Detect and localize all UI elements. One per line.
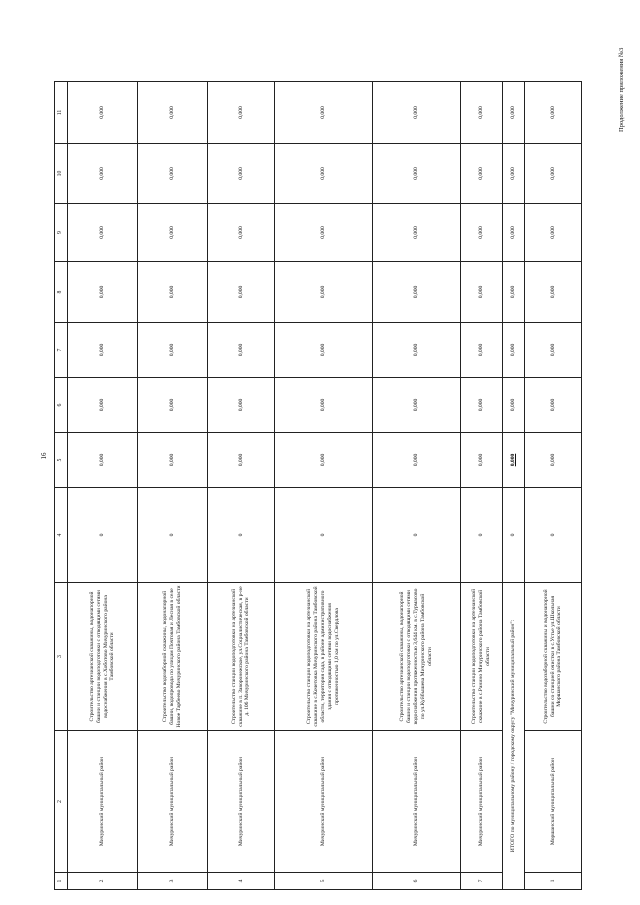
header-number-row [55, 82, 68, 890]
value-cell: 0,000 [461, 378, 503, 433]
data-table-sheet [54, 82, 580, 890]
table-row [138, 82, 208, 890]
value-cell: 0,000 [68, 144, 138, 204]
value-cell: 0,000 [68, 82, 138, 144]
row-number: 1 [525, 873, 582, 890]
municipality-cell: Мичуринский муниципальный район [461, 731, 503, 873]
total-label: ИТОГО по муниципальному району / городскому округу "Мичуринский муниципальный район": [503, 583, 525, 890]
municipality-cell: Мичуринский муниципальный район [275, 731, 373, 873]
page-number: 16 [40, 452, 48, 460]
object-cell: Строительство станции водоподготовки на артезианской скважине в с.Ранино Мичуринского района Тамбовской области [461, 583, 503, 731]
header-cell: 11 [55, 82, 68, 144]
value-cell: 0,000 [208, 82, 275, 144]
value-cell: 0,000 [275, 82, 373, 144]
value-cell: 0,000 [525, 323, 582, 378]
total-value-cell: 0,000 [503, 323, 525, 378]
value-cell: 0,000 [208, 323, 275, 378]
value-cell: 0 [208, 488, 275, 583]
value-cell: 0,000 [208, 433, 275, 488]
value-cell: 0 [373, 488, 461, 583]
value-cell: 0,000 [373, 378, 461, 433]
value-cell: 0,000 [138, 378, 208, 433]
value-cell: 0,000 [373, 262, 461, 323]
object-cell: Строительство станции водоподготовки на артезианской скважине в с.Кочетовка Мичуринского района Тамбовской области, территория сада, в районе административного здания с отводящими сетями водоснабжения протяженностью 1,0 км по ул.Свердлова [275, 583, 373, 731]
value-cell: 0 [68, 488, 138, 583]
municipality-cell: Моршанский муниципальный район [525, 731, 582, 873]
value-cell: 0,000 [373, 144, 461, 204]
row-number: 4 [208, 873, 275, 890]
header-cell: 9 [55, 204, 68, 262]
value-cell: 0,000 [461, 204, 503, 262]
value-cell: 0,000 [275, 204, 373, 262]
data-table [54, 81, 582, 890]
value-cell: 0,000 [373, 204, 461, 262]
row-number: 7 [461, 873, 503, 890]
object-cell: Строительство артезианской скважины, водонапорной башни и станции водоподготовки с отводящими сетями водоснабжения в с.Хоботово Мичуринского района Тамбовской области [68, 583, 138, 731]
header-cell: 4 [55, 488, 68, 583]
value-cell: 0,000 [525, 204, 582, 262]
value-cell: 0,000 [461, 323, 503, 378]
value-cell: 0,000 [373, 82, 461, 144]
value-cell: 0,000 [68, 433, 138, 488]
total-value-cell: 0,000 [503, 378, 525, 433]
value-cell: 0,000 [275, 144, 373, 204]
municipality-cell: Мичуринский муниципальный район [208, 731, 275, 873]
table-row [68, 82, 138, 890]
total-value-cell: 0,000 [503, 262, 525, 323]
municipality-cell: Мичуринский муниципальный район [373, 731, 461, 873]
header-cell: 1 [55, 873, 68, 890]
row-number: 2 [68, 873, 138, 890]
value-cell: 0,000 [138, 204, 208, 262]
continuation-note: Продолжение приложения №3 [618, 47, 625, 132]
object-cell: Строительство станции водоподготовки на артезианской скважине в п. Заворонежское, ул.Социалистическая, в р-не д. 106 Мичуринского района Тамбовской области [208, 583, 275, 731]
value-cell: 0,000 [138, 144, 208, 204]
table-row [525, 82, 582, 890]
table-row [461, 82, 503, 890]
value-cell: 0,000 [138, 433, 208, 488]
value-cell: 0,000 [461, 82, 503, 144]
total-value-cell: 0,000 [503, 144, 525, 204]
row-number: 6 [373, 873, 461, 890]
value-cell: 0,000 [138, 82, 208, 144]
value-cell: 0,000 [68, 204, 138, 262]
municipality-cell: Мичуринский муниципальный район [68, 731, 138, 873]
value-cell: 0 [461, 488, 503, 583]
value-cell: 0,000 [525, 144, 582, 204]
value-cell: 0,000 [525, 433, 582, 488]
value-cell: 0,000 [373, 433, 461, 488]
value-cell: 0,000 [525, 82, 582, 144]
value-cell: 0,000 [68, 378, 138, 433]
value-cell: 0,000 [208, 204, 275, 262]
object-cell: Строительство водозаборной скважины и водонапорной башни со станцией очистки в с.Устье ул.Школьная Моршанского района Тамбовской области [525, 583, 582, 731]
value-cell: 0,000 [68, 262, 138, 323]
value-cell: 0,000 [461, 433, 503, 488]
row-number: 3 [138, 873, 208, 890]
total-value-cell: 0 [503, 488, 525, 583]
value-cell: 0,000 [208, 262, 275, 323]
value-cell: 0,000 [138, 262, 208, 323]
municipality-cell: Мичуринский муниципальный район [138, 731, 208, 873]
table-row [275, 82, 373, 890]
total-row [503, 82, 525, 890]
header-cell: 7 [55, 323, 68, 378]
header-cell: 8 [55, 262, 68, 323]
header-cell: 3 [55, 583, 68, 731]
table-row [373, 82, 461, 890]
value-cell: 0,000 [525, 378, 582, 433]
header-cell: 2 [55, 731, 68, 873]
value-cell: 0 [138, 488, 208, 583]
value-cell: 0,000 [208, 144, 275, 204]
value-cell: 0,000 [275, 433, 373, 488]
table-row [208, 82, 275, 890]
value-cell: 0,000 [275, 262, 373, 323]
object-cell: Строительство водозаборной скважины, водонапорной башни, водопровода по улицам Почтовая и Лесная в селе Новое Тарбеево Мичуринского района Тамбовской области [138, 583, 208, 731]
value-cell: 0,000 [275, 323, 373, 378]
value-cell: 0,000 [461, 144, 503, 204]
value-cell: 0,000 [373, 323, 461, 378]
object-cell: Строительство артезианской скважины, водонапорной башни и станции водоподготовки с отводящими сетями водоснабжения протяженностью 3,644 км. в с.Турмасово по ул.Куйбышева Мичуринского района Тамбовской области [373, 583, 461, 731]
value-cell: 0,000 [525, 262, 582, 323]
value-cell: 0 [525, 488, 582, 583]
total-value-cell: 0,000 [503, 204, 525, 262]
total-value-cell: 0,000 [503, 82, 525, 144]
row-number: 5 [275, 873, 373, 890]
value-cell: 0,000 [68, 323, 138, 378]
total-value-cell: 0,000 [503, 433, 525, 488]
header-cell: 10 [55, 144, 68, 204]
value-cell: 0 [275, 488, 373, 583]
value-cell: 0,000 [138, 323, 208, 378]
header-cell: 6 [55, 378, 68, 433]
value-cell: 0,000 [208, 378, 275, 433]
value-cell: 0,000 [461, 262, 503, 323]
value-cell: 0,000 [275, 378, 373, 433]
header-cell: 5 [55, 433, 68, 488]
